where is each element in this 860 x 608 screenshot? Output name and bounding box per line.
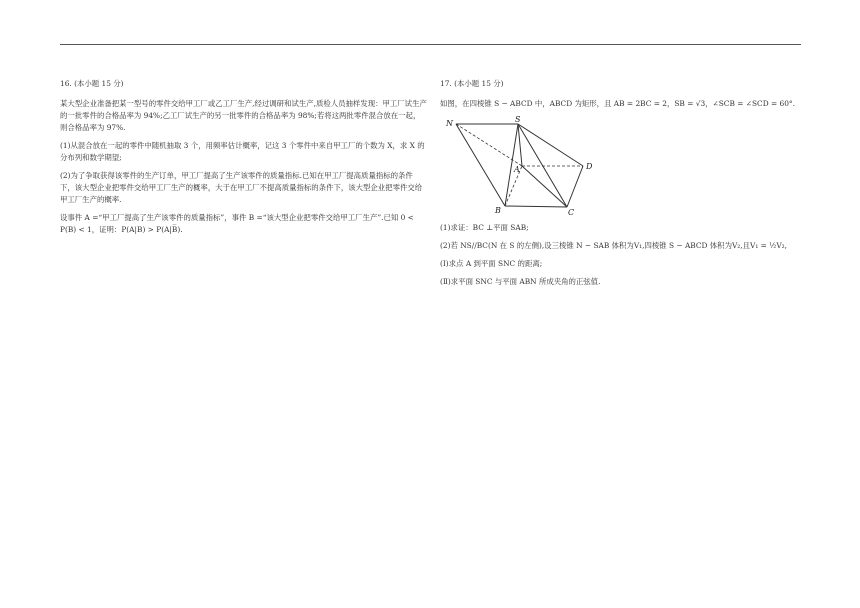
q16-paragraph: 某大型企业准备把某一型号的零件交给甲工厂或乙工厂生产,经过调研和试生产,质检人员抽样发现：甲工厂试生产的一批零件的合格品率为 94%;乙工厂试生产的另一批零件的合格品率为 98%;若将这两批零件混合放在一起，则合格品率为 97%.: [60, 99, 427, 132]
vertex-label-d: D: [586, 162, 593, 171]
q17-intro: 如图，在四棱锥 S − ABCD 中，ABCD 为矩形，且 AB = 2BC = 2，SB = √3，∠SCB = ∠SCD = 60°.: [440, 99, 795, 108]
q16-heading: 16. (本小题 15 分): [60, 79, 124, 88]
edge-na-hidden: [456, 124, 522, 166]
q16-part-3: 设事件 A =“甲工厂提高了生产该零件的质量指标”，事件 B =“该大型企业把零件交给甲工厂生产”.已知 0 < P(B) < 1，证明：P(A|B) > P(A|B̅).: [60, 213, 414, 234]
edge-sc: [518, 124, 567, 207]
header-rule: [60, 44, 801, 45]
edge-cd: [567, 166, 583, 207]
pyramid-diagram: [442, 116, 602, 216]
q17-sub-1: (Ⅰ)求点 A 到平面 SNC 的距离;: [440, 259, 543, 268]
vertex-label-b: B: [495, 206, 501, 215]
edge-sd: [518, 124, 583, 166]
vertex-label-c: C: [568, 208, 575, 216]
question-16: [60, 78, 427, 242]
pyramid-figure: [442, 116, 602, 216]
q16-part-1: (1)从混合放在一起的零件中随机抽取 3 个，用频率估计概率，记这 3 个零件中来自甲工厂的个数为 X，求 X 的分布列和数学期望;: [60, 141, 425, 162]
q17-sub-2: (Ⅱ)求平面 SNC 与平面 ABN 所成夹角的正弦值.: [440, 277, 601, 286]
edge-nb: [456, 124, 505, 206]
question-17: [440, 78, 804, 294]
vertex-label-s: S: [515, 116, 521, 124]
vertex-label-n: N: [446, 119, 453, 128]
q16-part-2: (2)为了争取获得该零件的生产订单，甲工厂提高了生产该零件的质量指标.已知在甲工厂提高质量指标的条件下，该大型企业把零件交给甲工厂生产的概率，大于在甲工厂不提高质量指标的条件下，该大型企业把零件交给甲工厂生产的概率.: [60, 171, 423, 204]
q17-part-1: (1)求证：BC ⊥平面 SAB;: [440, 223, 529, 232]
q17-heading: 17. (本小题 15 分): [440, 79, 504, 88]
edge-ac: [522, 166, 567, 207]
vertex-label-a: A: [514, 165, 520, 174]
edge-bc: [505, 206, 567, 207]
q17-part-2: (2)若 NS//BC(N 在 S 的左侧),设三棱锥 N − SAB 体积为V₁,四棱锥 S − ABCD 体积为V₂,且V₁ = ½V₂,: [440, 241, 787, 250]
